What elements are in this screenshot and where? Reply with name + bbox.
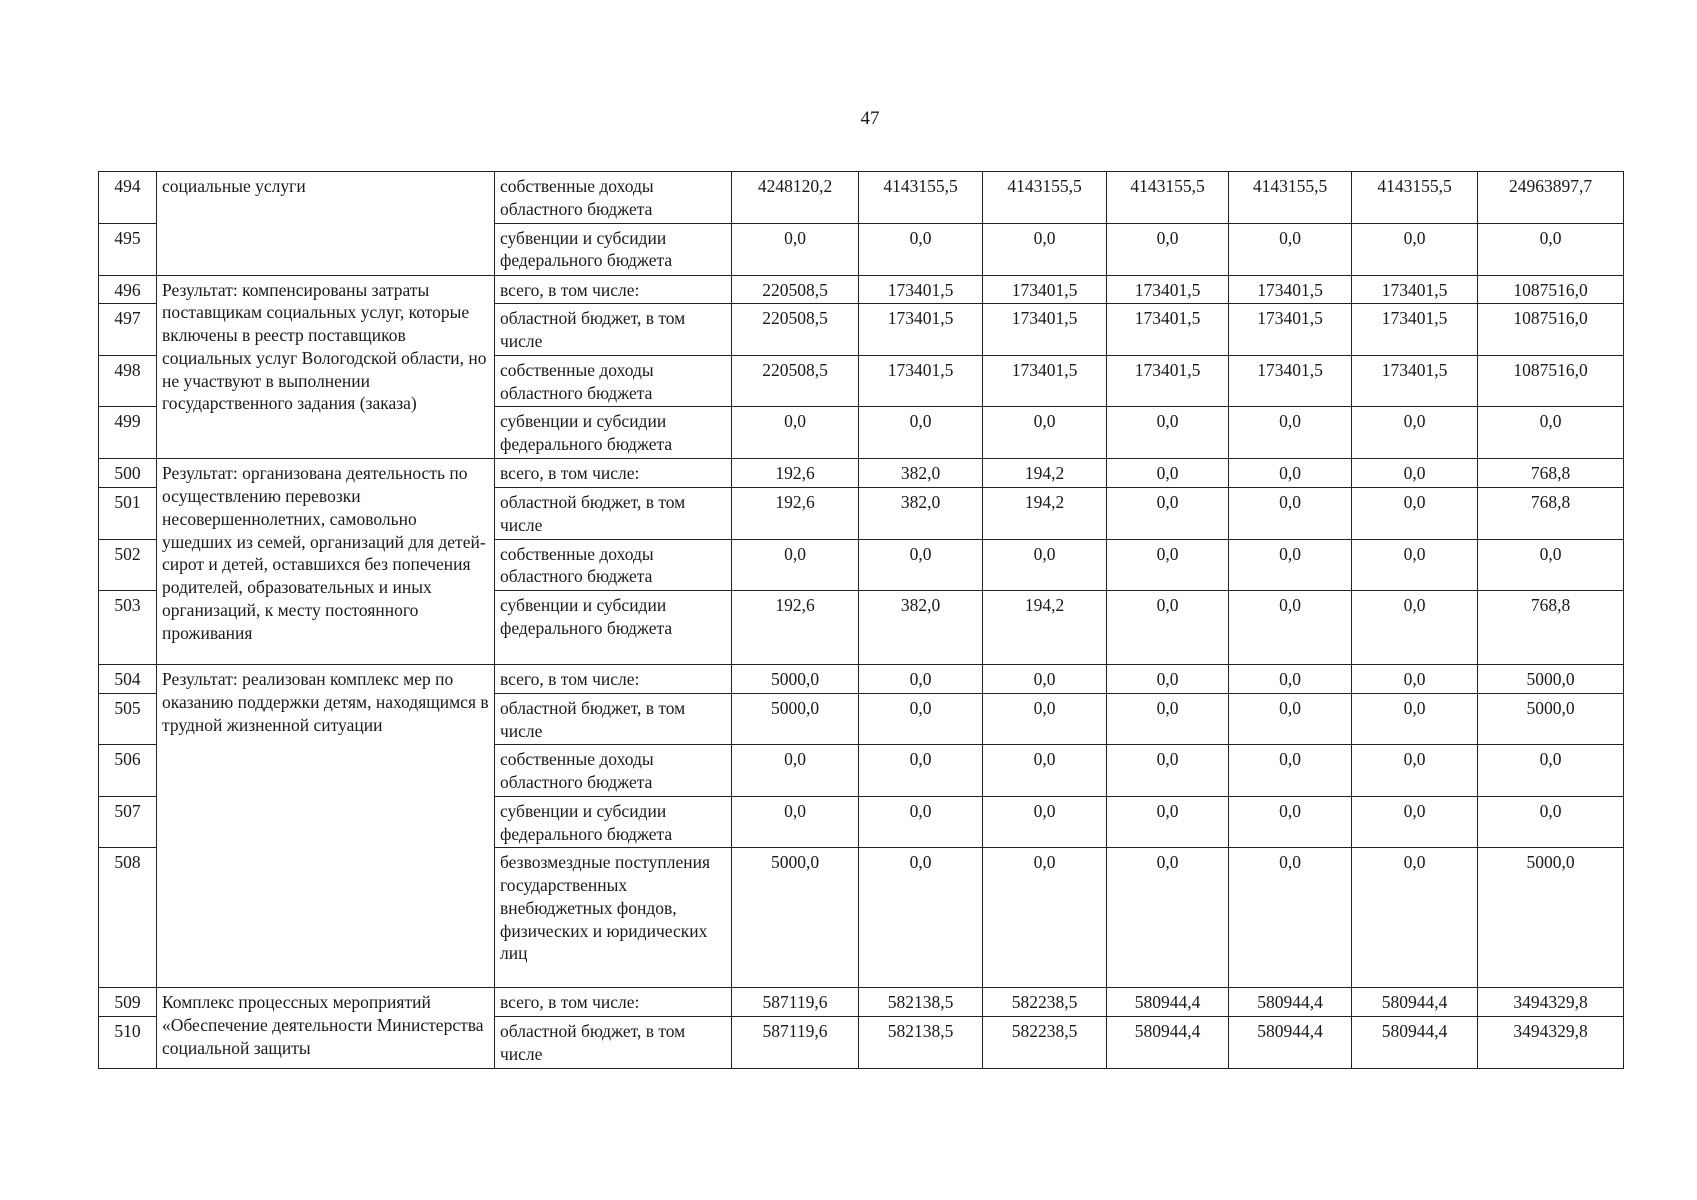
row-number: 509 — [99, 988, 157, 1017]
year-value: 0,0 — [1352, 796, 1478, 848]
funding-source: субвенции и субсидии федерального бюджета — [495, 407, 732, 459]
funding-source: безвозмездные поступления государственных внебюджетных фондов, физических и юридических лиц — [495, 848, 732, 988]
year-value: 0,0 — [1352, 745, 1478, 797]
year-value: 4143155,5 — [983, 172, 1107, 224]
year-value: 0,0 — [859, 539, 983, 591]
year-value: 0,0 — [1229, 796, 1352, 848]
year-value: 173401,5 — [1229, 355, 1352, 407]
year-value: 0,0 — [732, 796, 859, 848]
year-value: 0,0 — [1107, 796, 1229, 848]
year-value: 0,0 — [732, 407, 859, 459]
year-value: 173401,5 — [859, 275, 983, 304]
year-value: 0,0 — [859, 796, 983, 848]
year-value: 0,0 — [1352, 223, 1478, 275]
year-value: 382,0 — [859, 459, 983, 488]
year-value: 0,0 — [859, 693, 983, 745]
activity-description: социальные услуги — [157, 172, 495, 276]
year-value: 4248120,2 — [732, 172, 859, 224]
year-value: 582138,5 — [859, 1017, 983, 1069]
year-value: 382,0 — [859, 488, 983, 540]
activity-description: Результат: организована деятельность по осуществлению перевозки несовершеннолетних, самовольно ушедших из семей, организаций для детей-сирот и детей, оставшихся без попечения родителей, образовательных и иных организаций, к месту постоянного проживания — [157, 459, 495, 665]
funding-source: собственные доходы областного бюджета — [495, 539, 732, 591]
year-value: 0,0 — [732, 223, 859, 275]
funding-source: собственные доходы областного бюджета — [495, 172, 732, 224]
total-value: 0,0 — [1478, 796, 1624, 848]
year-value: 0,0 — [859, 665, 983, 694]
year-value: 173401,5 — [1352, 304, 1478, 356]
total-value: 0,0 — [1478, 745, 1624, 797]
year-value: 220508,5 — [732, 304, 859, 356]
year-value: 173401,5 — [859, 304, 983, 356]
year-value: 0,0 — [1352, 591, 1478, 665]
year-value: 173401,5 — [1352, 275, 1478, 304]
total-value: 768,8 — [1478, 591, 1624, 665]
year-value: 0,0 — [1352, 848, 1478, 988]
year-value: 194,2 — [983, 459, 1107, 488]
row-number: 505 — [99, 693, 157, 745]
year-value: 0,0 — [983, 223, 1107, 275]
row-number: 496 — [99, 275, 157, 304]
year-value: 220508,5 — [732, 355, 859, 407]
funding-source: субвенции и субсидии федерального бюджета — [495, 223, 732, 275]
year-value: 0,0 — [1229, 407, 1352, 459]
total-value: 768,8 — [1478, 459, 1624, 488]
funding-source: областной бюджет, в том числе — [495, 1017, 732, 1069]
row-number: 510 — [99, 1017, 157, 1069]
year-value: 0,0 — [859, 848, 983, 988]
year-value: 4143155,5 — [1107, 172, 1229, 224]
year-value: 0,0 — [1352, 407, 1478, 459]
total-value: 1087516,0 — [1478, 275, 1624, 304]
table-row — [99, 665, 1624, 694]
activity-description: Комплекс процессных мероприятий «Обеспечение деятельности Министерства социальной защиты — [157, 988, 495, 1069]
row-number: 506 — [99, 745, 157, 797]
row-number: 497 — [99, 304, 157, 356]
year-value: 580944,4 — [1352, 988, 1478, 1017]
year-value: 0,0 — [1229, 539, 1352, 591]
year-value: 0,0 — [983, 745, 1107, 797]
table-row — [99, 172, 1624, 224]
year-value: 580944,4 — [1107, 988, 1229, 1017]
total-value: 1087516,0 — [1478, 304, 1624, 356]
year-value: 0,0 — [983, 539, 1107, 591]
year-value: 0,0 — [1229, 488, 1352, 540]
funding-source: всего, в том числе: — [495, 275, 732, 304]
funding-source: всего, в том числе: — [495, 459, 732, 488]
year-value: 0,0 — [1107, 591, 1229, 665]
year-value: 192,6 — [732, 459, 859, 488]
row-number: 504 — [99, 665, 157, 694]
activity-description: Результат: реализован комплекс мер по оказанию поддержки детям, находящимся в трудной жизненной ситуации — [157, 665, 495, 988]
year-value: 5000,0 — [732, 693, 859, 745]
year-value: 5000,0 — [732, 848, 859, 988]
year-value: 580944,4 — [1229, 1017, 1352, 1069]
table-row — [99, 988, 1624, 1017]
funding-source: всего, в том числе: — [495, 665, 732, 694]
row-number: 500 — [99, 459, 157, 488]
year-value: 0,0 — [1229, 223, 1352, 275]
total-value: 0,0 — [1478, 223, 1624, 275]
year-value: 0,0 — [859, 407, 983, 459]
year-value: 580944,4 — [1352, 1017, 1478, 1069]
year-value: 0,0 — [1107, 665, 1229, 694]
year-value: 173401,5 — [1229, 275, 1352, 304]
year-value: 0,0 — [983, 665, 1107, 694]
year-value: 0,0 — [1229, 745, 1352, 797]
year-value: 192,6 — [732, 591, 859, 665]
table-row — [99, 275, 1624, 304]
funding-source: областной бюджет, в том числе — [495, 488, 732, 540]
year-value: 0,0 — [1107, 539, 1229, 591]
year-value: 582138,5 — [859, 988, 983, 1017]
funding-source: субвенции и субсидии федерального бюджета — [495, 591, 732, 665]
year-value: 173401,5 — [983, 355, 1107, 407]
year-value: 173401,5 — [1107, 355, 1229, 407]
year-value: 0,0 — [1352, 488, 1478, 540]
funding-source: собственные доходы областного бюджета — [495, 745, 732, 797]
year-value: 173401,5 — [1107, 275, 1229, 304]
total-value: 0,0 — [1478, 539, 1624, 591]
row-number: 498 — [99, 355, 157, 407]
year-value: 0,0 — [1229, 693, 1352, 745]
year-value: 0,0 — [983, 848, 1107, 988]
funding-source: всего, в том числе: — [495, 988, 732, 1017]
year-value: 0,0 — [1352, 459, 1478, 488]
year-value: 4143155,5 — [1352, 172, 1478, 224]
funding-source: субвенции и субсидии федерального бюджета — [495, 796, 732, 848]
year-value: 0,0 — [732, 539, 859, 591]
year-value: 580944,4 — [1107, 1017, 1229, 1069]
funding-source: собственные доходы областного бюджета — [495, 355, 732, 407]
row-number: 494 — [99, 172, 157, 224]
year-value: 194,2 — [983, 591, 1107, 665]
year-value: 0,0 — [1107, 693, 1229, 745]
row-number: 503 — [99, 591, 157, 665]
year-value: 0,0 — [859, 745, 983, 797]
budget-table — [98, 171, 1624, 1069]
year-value: 173401,5 — [1107, 304, 1229, 356]
year-value: 0,0 — [1229, 665, 1352, 694]
year-value: 0,0 — [1229, 459, 1352, 488]
year-value: 580944,4 — [1229, 988, 1352, 1017]
year-value: 4143155,5 — [1229, 172, 1352, 224]
year-value: 0,0 — [1107, 848, 1229, 988]
total-value: 5000,0 — [1478, 848, 1624, 988]
table-body — [99, 172, 1624, 1069]
year-value: 582238,5 — [983, 1017, 1107, 1069]
year-value: 5000,0 — [732, 665, 859, 694]
year-value: 0,0 — [1107, 488, 1229, 540]
total-value: 1087516,0 — [1478, 355, 1624, 407]
funding-source: областной бюджет, в том числе — [495, 693, 732, 745]
year-value: 173401,5 — [983, 304, 1107, 356]
year-value: 173401,5 — [983, 275, 1107, 304]
year-value: 0,0 — [1352, 539, 1478, 591]
year-value: 192,6 — [732, 488, 859, 540]
year-value: 0,0 — [1229, 591, 1352, 665]
row-number: 499 — [99, 407, 157, 459]
total-value: 768,8 — [1478, 488, 1624, 540]
year-value: 0,0 — [1107, 459, 1229, 488]
year-value: 582238,5 — [983, 988, 1107, 1017]
year-value: 0,0 — [1352, 665, 1478, 694]
table-row — [99, 459, 1624, 488]
year-value: 0,0 — [983, 796, 1107, 848]
row-number: 507 — [99, 796, 157, 848]
total-value: 3494329,8 — [1478, 1017, 1624, 1069]
total-value: 24963897,7 — [1478, 172, 1624, 224]
year-value: 194,2 — [983, 488, 1107, 540]
activity-description: Результат: компенсированы затраты поставщикам социальных услуг, которые включены в реестр поставщиков социальных услуг Вологодской области, но не участвуют в выполнении государственного задания (заказа) — [157, 275, 495, 459]
year-value: 587119,6 — [732, 1017, 859, 1069]
row-number: 501 — [99, 488, 157, 540]
year-value: 4143155,5 — [859, 172, 983, 224]
total-value: 5000,0 — [1478, 693, 1624, 745]
year-value: 382,0 — [859, 591, 983, 665]
row-number: 502 — [99, 539, 157, 591]
year-value: 220508,5 — [732, 275, 859, 304]
year-value: 0,0 — [1352, 693, 1478, 745]
year-value: 0,0 — [1107, 223, 1229, 275]
total-value: 3494329,8 — [1478, 988, 1624, 1017]
year-value: 587119,6 — [732, 988, 859, 1017]
row-number: 508 — [99, 848, 157, 988]
row-number: 495 — [99, 223, 157, 275]
funding-source: областной бюджет, в том числе — [495, 304, 732, 356]
year-value: 0,0 — [983, 407, 1107, 459]
page-number: 47 — [860, 108, 880, 129]
year-value: 0,0 — [983, 693, 1107, 745]
year-value: 0,0 — [1107, 745, 1229, 797]
year-value: 0,0 — [1107, 407, 1229, 459]
year-value: 173401,5 — [859, 355, 983, 407]
total-value: 5000,0 — [1478, 665, 1624, 694]
year-value: 173401,5 — [1229, 304, 1352, 356]
total-value: 0,0 — [1478, 407, 1624, 459]
year-value: 0,0 — [859, 223, 983, 275]
year-value: 0,0 — [732, 745, 859, 797]
year-value: 173401,5 — [1352, 355, 1478, 407]
year-value: 0,0 — [1229, 848, 1352, 988]
